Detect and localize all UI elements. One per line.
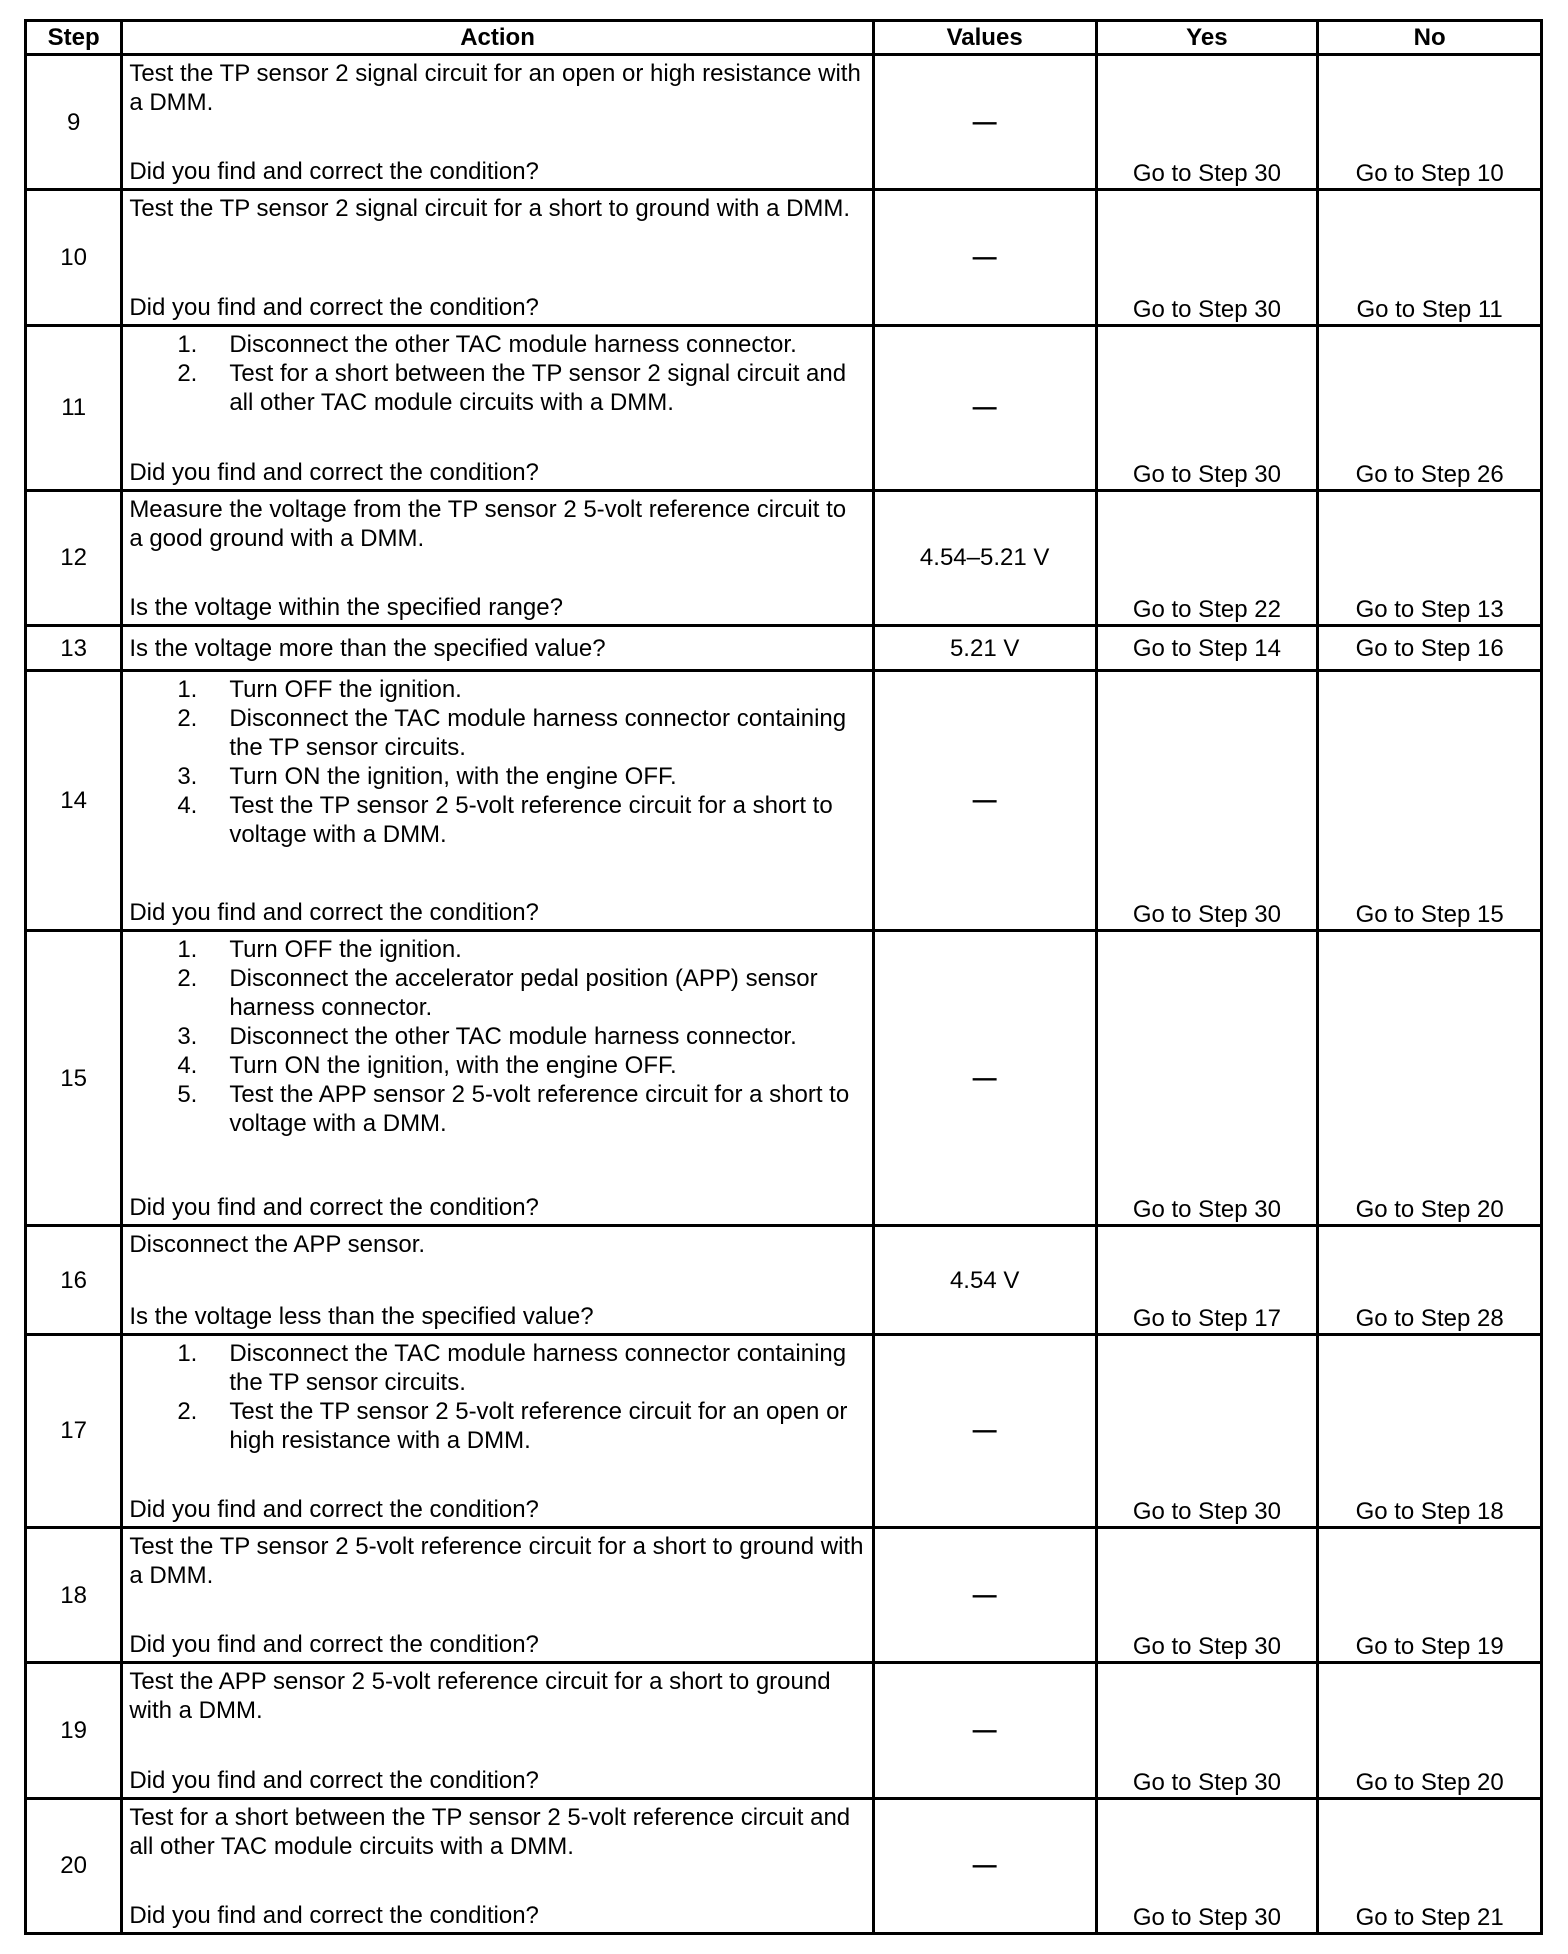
action-cell	[122, 1798, 873, 1933]
no-cell: Go to Step 20	[1318, 931, 1542, 1226]
diagnostic-table	[24, 19, 1543, 1935]
action-steps-list	[129, 1339, 865, 1455]
yes-cell: Go to Step 30	[1096, 931, 1318, 1226]
yes-cell: Go to Step 30	[1096, 671, 1318, 931]
no-cell: Go to Step 10	[1318, 55, 1542, 190]
action-question: Did you find and correct the condition?	[129, 1631, 539, 1659]
no-cell: Go to Step 18	[1318, 1334, 1542, 1527]
table-row	[26, 190, 1542, 325]
step-number: 20	[26, 1798, 122, 1933]
action-cell	[122, 671, 873, 931]
action-question: Is the voltage more than the specified value?	[129, 635, 606, 663]
list-item: 1. Disconnect the TAC module harness connector containing the TP sensor circuits.	[177, 1339, 847, 1396]
step-number: 13	[26, 625, 122, 671]
no-cell: Go to Step 11	[1318, 190, 1542, 325]
action-question: Did you find and correct the condition?	[129, 158, 539, 186]
header-values: Values	[873, 21, 1096, 55]
value-cell: —	[873, 1527, 1096, 1662]
action-text: Test the TP sensor 2 5-volt reference circuit for a short to ground with a DMM.	[129, 1532, 864, 1589]
list-item: 2. Test for a short between the TP sensor 2 signal circuit and all other TAC module circuits with a DMM.	[177, 359, 847, 416]
yes-cell: Go to Step 30	[1096, 1527, 1318, 1662]
action-text: Disconnect the APP sensor.	[129, 1231, 426, 1259]
list-item: 4. Turn ON the ignition, with the engine OFF.	[177, 1052, 677, 1080]
header-action: Action	[122, 21, 873, 55]
no-cell: Go to Step 20	[1318, 1663, 1542, 1798]
value-cell: —	[873, 1798, 1096, 1933]
step-number: 14	[26, 671, 122, 931]
step-number: 11	[26, 325, 122, 490]
value-cell: —	[873, 190, 1096, 325]
step-number: 9	[26, 55, 122, 190]
list-item: 1. Turn OFF the ignition.	[177, 676, 462, 704]
action-steps-list	[129, 330, 865, 417]
value-cell: —	[873, 55, 1096, 190]
action-question: Is the voltage less than the specified value?	[129, 1302, 594, 1330]
step-number: 19	[26, 1663, 122, 1798]
action-cell	[122, 1527, 873, 1662]
list-item: 5. Test the APP sensor 2 5-volt reference circuit for a short to voltage with a DMM.	[177, 1081, 850, 1138]
value-cell: —	[873, 1663, 1096, 1798]
step-number: 16	[26, 1226, 122, 1334]
table-row	[26, 931, 1542, 1226]
action-question: Did you find and correct the condition?	[129, 1194, 539, 1222]
header-no: No	[1318, 21, 1542, 55]
action-cell	[122, 55, 873, 190]
action-cell	[122, 931, 873, 1226]
no-cell: Go to Step 26	[1318, 325, 1542, 490]
action-question: Did you find and correct the condition?	[129, 293, 539, 321]
step-number: 18	[26, 1527, 122, 1662]
value-cell: 5.21 V	[873, 625, 1096, 671]
action-cell	[122, 490, 873, 625]
no-cell: Go to Step 13	[1318, 490, 1542, 625]
list-item: 4. Test the TP sensor 2 5-volt reference circuit for a short to voltage with a DMM.	[177, 792, 833, 849]
value-cell: 4.54–5.21 V	[873, 490, 1096, 625]
value-cell: 4.54 V	[873, 1226, 1096, 1334]
action-text: Test for a short between the TP sensor 2 5-volt reference circuit and all other TAC module circuits with a DMM.	[129, 1803, 851, 1860]
value-cell: —	[873, 325, 1096, 490]
action-steps-list	[129, 675, 865, 849]
action-cell	[122, 190, 873, 325]
action-text: Measure the voltage from the TP sensor 2 5-volt reference circuit to a good ground with a DMM.	[129, 495, 847, 552]
table-row	[26, 625, 1542, 671]
action-question: Did you find and correct the condition?	[129, 899, 539, 927]
table-header-row	[26, 21, 1542, 55]
action-question: Did you find and correct the condition?	[129, 458, 539, 486]
step-number: 17	[26, 1334, 122, 1527]
yes-cell: Go to Step 30	[1096, 325, 1318, 490]
action-question: Is the voltage within the specified range?	[129, 593, 563, 621]
no-cell: Go to Step 15	[1318, 671, 1542, 931]
action-cell	[122, 1226, 873, 1334]
no-cell: Go to Step 28	[1318, 1226, 1542, 1334]
yes-cell: Go to Step 14	[1096, 625, 1318, 671]
value-cell: —	[873, 671, 1096, 931]
list-item: 1. Turn OFF the ignition.	[177, 936, 462, 964]
no-cell: Go to Step 21	[1318, 1798, 1542, 1933]
table-row	[26, 1798, 1542, 1933]
action-question: Did you find and correct the condition?	[129, 1766, 539, 1794]
action-text: Test the TP sensor 2 signal circuit for an open or high resistance with a DMM.	[129, 60, 861, 116]
yes-cell: Go to Step 30	[1096, 55, 1318, 190]
action-question: Did you find and correct the condition?	[129, 1495, 539, 1523]
table-row	[26, 671, 1542, 931]
no-cell: Go to Step 16	[1318, 625, 1542, 671]
table-row	[26, 55, 1542, 190]
list-item: 3. Disconnect the other TAC module harness connector.	[177, 1023, 797, 1051]
header-yes: Yes	[1096, 21, 1318, 55]
table-row	[26, 325, 1542, 490]
action-text: Test the APP sensor 2 5-volt reference circuit for a short to ground with a DMM.	[129, 1668, 831, 1725]
header-step: Step	[26, 21, 122, 55]
table-row	[26, 490, 1542, 625]
action-cell	[122, 625, 873, 671]
action-cell	[122, 1663, 873, 1798]
table-row	[26, 1334, 1542, 1527]
yes-cell: Go to Step 30	[1096, 1334, 1318, 1527]
action-question: Did you find and correct the condition?	[129, 1902, 539, 1929]
list-item: 1. Disconnect the other TAC module harness connector.	[177, 330, 797, 358]
action-text: Test the TP sensor 2 signal circuit for a short to ground with a DMM.	[129, 195, 851, 223]
action-cell	[122, 325, 873, 490]
yes-cell: Go to Step 30	[1096, 1798, 1318, 1933]
value-cell: —	[873, 1334, 1096, 1527]
table-row	[26, 1527, 1542, 1662]
table-row	[26, 1663, 1542, 1798]
table-row	[26, 1226, 1542, 1334]
action-cell	[122, 1334, 873, 1527]
list-item: 2. Disconnect the TAC module harness connector containing the TP sensor circuits.	[177, 705, 847, 762]
step-number: 10	[26, 190, 122, 325]
value-cell: —	[873, 931, 1096, 1226]
no-cell: Go to Step 19	[1318, 1527, 1542, 1662]
action-steps-list	[129, 935, 865, 1138]
yes-cell: Go to Step 30	[1096, 190, 1318, 325]
yes-cell: Go to Step 30	[1096, 1663, 1318, 1798]
step-number: 12	[26, 490, 122, 625]
list-item: 2. Disconnect the accelerator pedal position (APP) sensor harness connector.	[177, 965, 818, 1022]
step-number: 15	[26, 931, 122, 1226]
yes-cell: Go to Step 17	[1096, 1226, 1318, 1334]
list-item: 2. Test the TP sensor 2 5-volt reference circuit for an open or high resistance with a DMM.	[177, 1397, 848, 1454]
list-item: 3. Turn ON the ignition, with the engine OFF.	[177, 763, 677, 791]
yes-cell: Go to Step 22	[1096, 490, 1318, 625]
